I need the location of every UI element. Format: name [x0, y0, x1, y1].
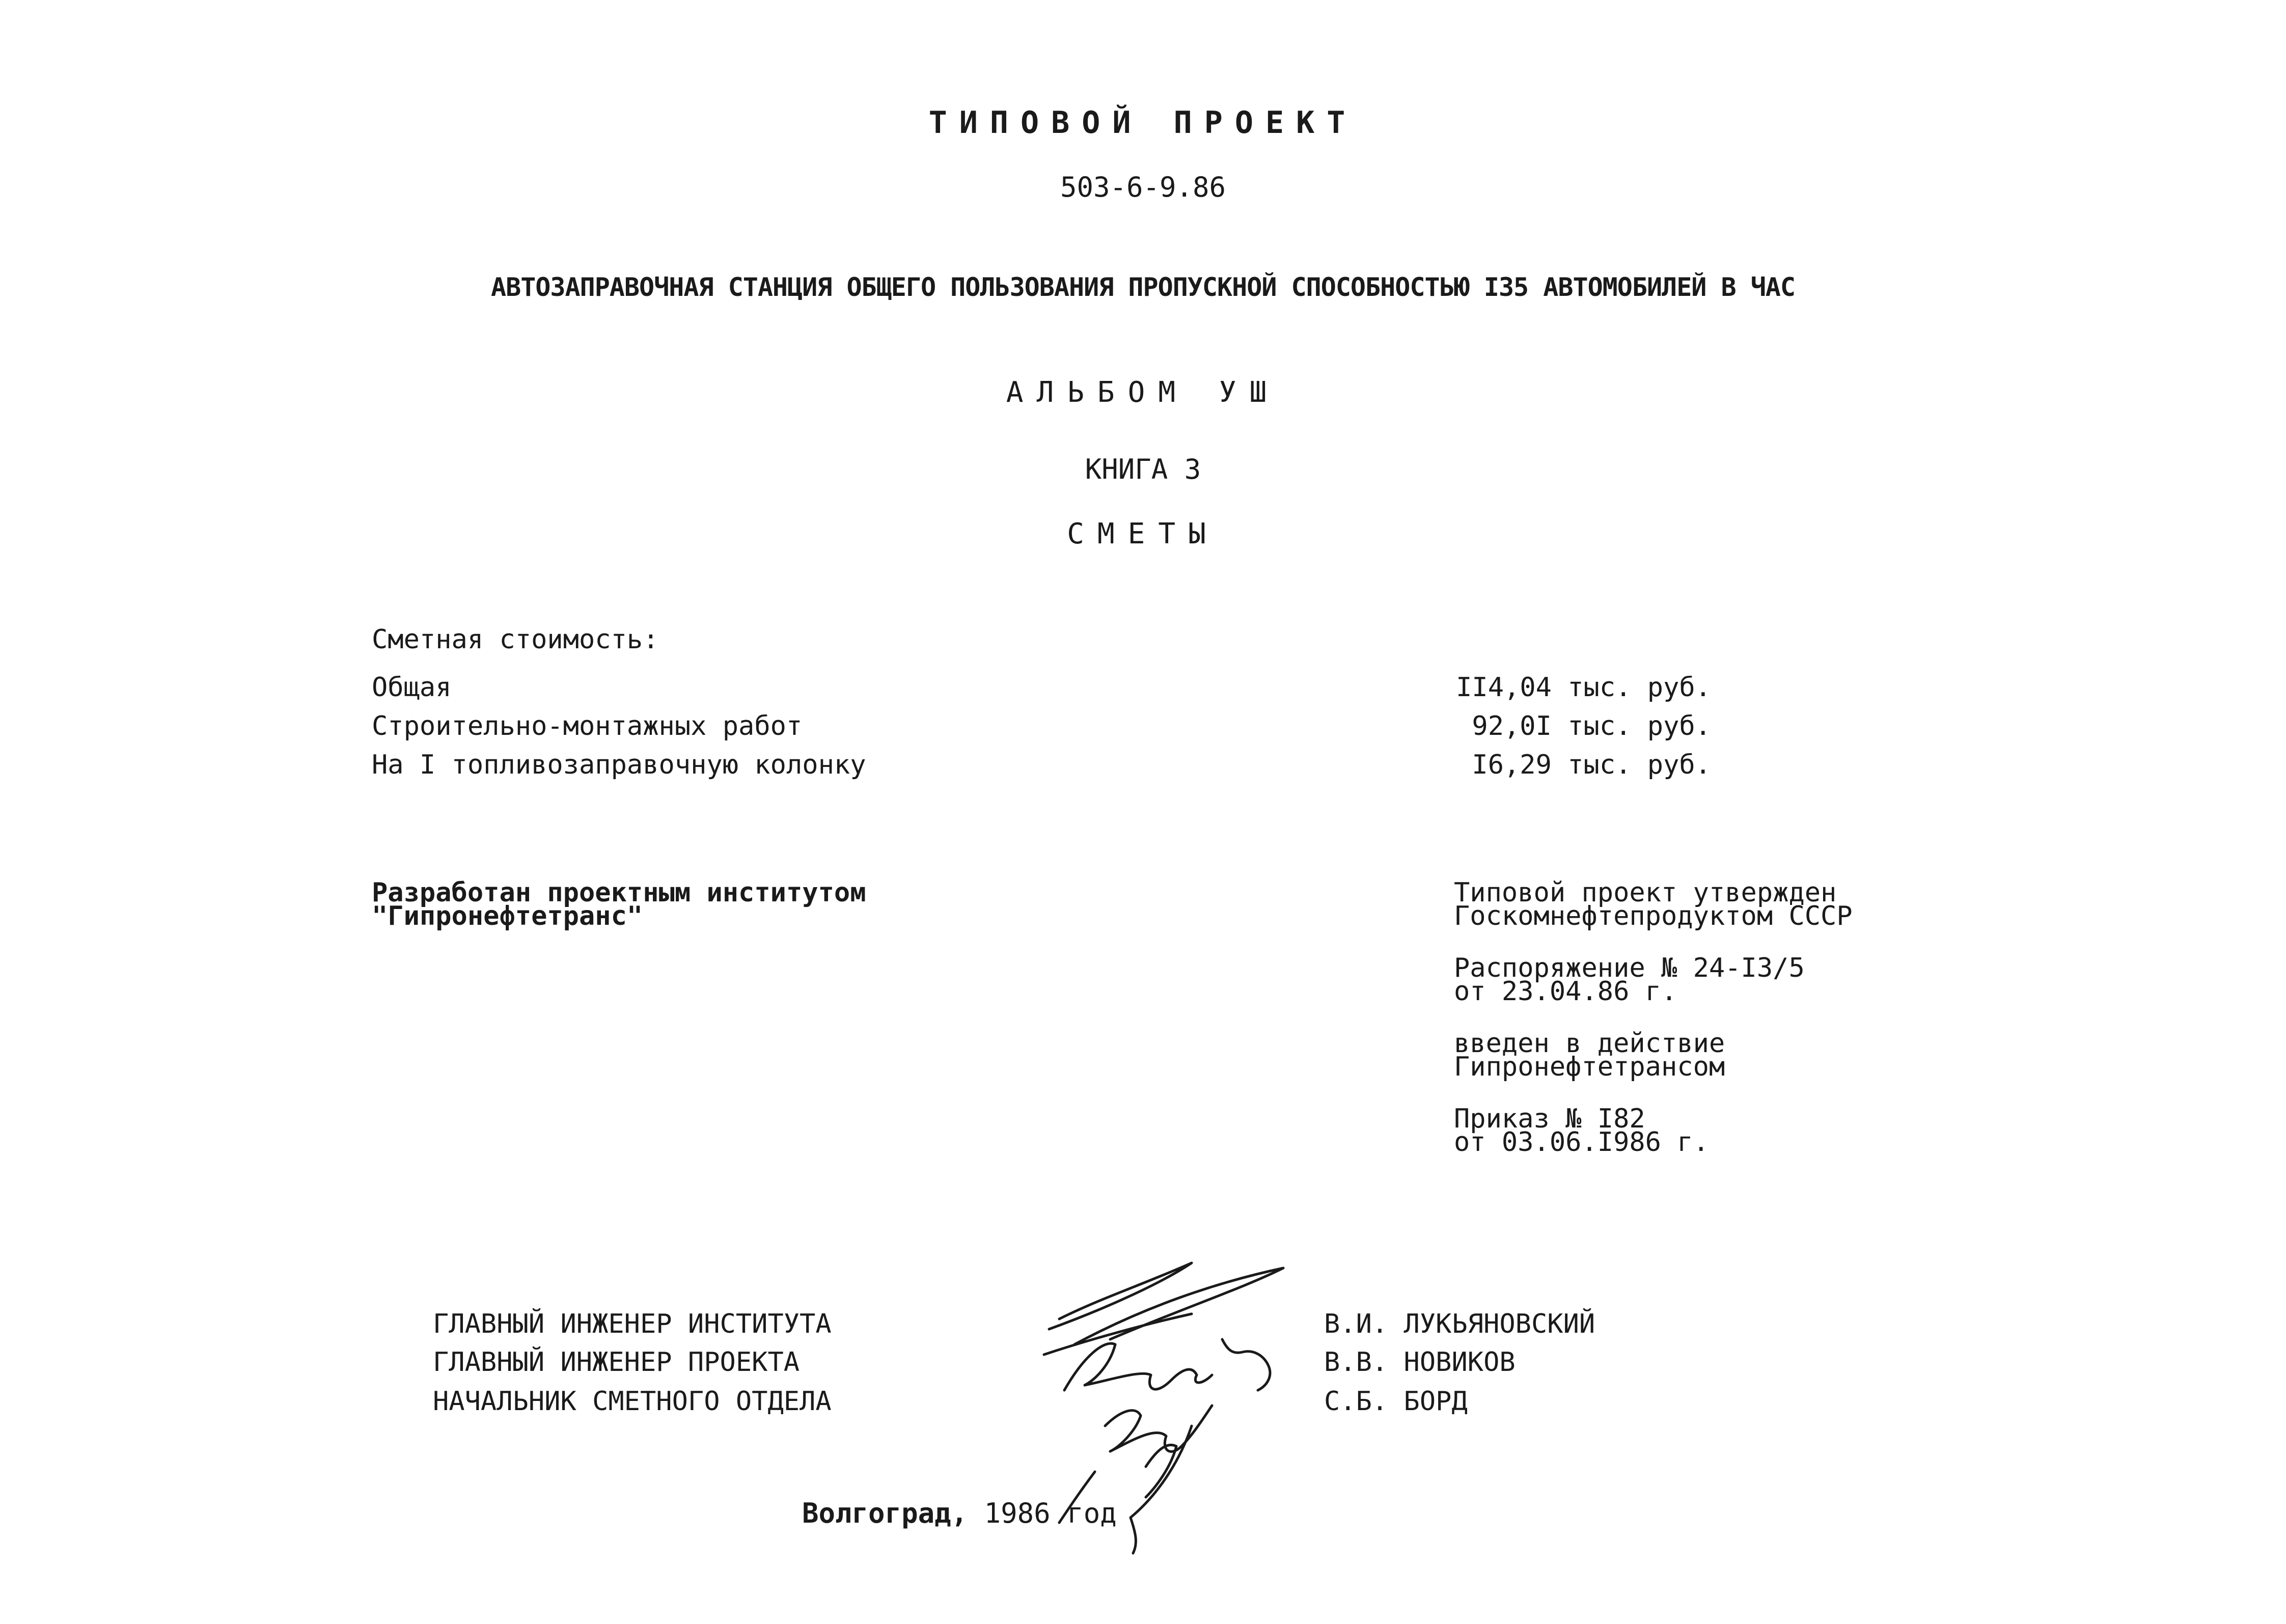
footer-city: Волгоград,: [802, 1497, 968, 1529]
signatory-role: НАЧАЛЬНИК СМЕТНОГО ОТДЕЛА: [433, 1386, 832, 1417]
approval-line: Распоряжение № 24-I3/5: [1454, 953, 1805, 983]
cost-row: [372, 711, 1711, 747]
approval-block: [1454, 877, 1853, 1158]
approval-line: от 23.04.86 г.: [1454, 976, 1677, 1007]
cost-row: [372, 750, 1711, 785]
footer-year: 1986 год: [984, 1497, 1117, 1529]
signatory-name: В.В. НОВИКОВ: [1324, 1347, 1516, 1378]
cost-value: 92,0I тыс. руб.: [1472, 711, 1711, 741]
approval-line: Гипронефтетрансом: [1454, 1052, 1725, 1082]
album-label: АЛЬБОМ УШ: [1006, 376, 1280, 409]
project-title: АВТОЗАПРАВОЧНАЯ СТАНЦИЯ ОБЩЕГО ПОЛЬЗОВАНИЯ ПРОПУСКНОЙ СПОСОБНОСТЬЮ I35 АВТОМОБИЛЕЙ В ЧАС: [490, 272, 1796, 302]
developer-block: [372, 877, 866, 931]
project-number: 503-6-9.86: [1060, 171, 1226, 203]
cost-label: Общая: [372, 672, 452, 703]
approval-line: Госкомнефтепродуктом СССР: [1454, 901, 1853, 931]
document-type-title: ТИПОВОЙ ПРОЕКТ: [928, 105, 1358, 141]
footer-place-year: [802, 1497, 1117, 1529]
developer-line: Разработан проектным институтом: [372, 877, 866, 908]
cost-heading: Сметная стоимость:: [372, 624, 659, 655]
section-label: СМЕТЫ: [1067, 517, 1219, 550]
approval-line: Типовой проект утвержден: [1454, 877, 1837, 908]
signatory-name: С.Б. БОРД: [1324, 1386, 1468, 1417]
book-label: КНИГА 3: [1085, 453, 1201, 485]
cost-label: Строительно-монтажных работ: [372, 711, 803, 741]
cost-value: II4,04 тыс. руб.: [1456, 672, 1711, 703]
cost-value: I6,29 тыс. руб.: [1472, 750, 1711, 780]
approval-line: Приказ № I82: [1454, 1104, 1645, 1134]
approval-line: от 03.06.I986 г.: [1454, 1127, 1709, 1158]
developer-institute-name: "Гипронефтетранс": [372, 901, 643, 931]
approval-line: введен в действие: [1454, 1028, 1725, 1059]
signatory-role: ГЛАВНЫЙ ИНЖЕНЕР ИНСТИТУТА: [433, 1309, 832, 1339]
signatory-name: В.И. ЛУКЬЯНОВСКИЙ: [1324, 1309, 1595, 1339]
cost-row: [372, 672, 1711, 708]
signatory-role: ГЛАВНЫЙ ИНЖЕНЕР ПРОЕКТА: [433, 1347, 800, 1378]
cost-label: На I топливозаправочную колонку: [372, 750, 866, 780]
